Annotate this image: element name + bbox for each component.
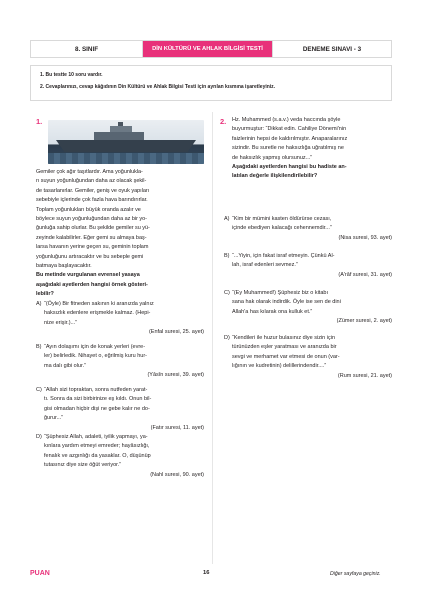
next-page-note: Diğer sayfaya geçiniz. bbox=[330, 571, 381, 577]
question-2-option-b[interactable]: B) “...Yiyin, için fakat israf etmeyin. Çünkü Al- lah, israf edenleri sevmez.” (A'râf suresi, 31. ayet) bbox=[224, 253, 392, 278]
column-divider bbox=[212, 112, 213, 564]
instruction-2: 2. Cevaplarınızı, cevap kâğıdının Din Kültürü ve Ahlak Bilgisi Testi için ayrılan kısmına işaretleyiniz. bbox=[40, 84, 276, 90]
question-2-option-d[interactable]: D) “Kendileri ile huzur bulasınız diye sizin için türünüzden eşler yaratması ve aranızda bir sevgi ve merhamet var etmesi de onun (var- lığının ve kudretinin) delillerindendir....” (Rum suresi, 21. ayet) bbox=[224, 335, 392, 379]
question-2-block: Hz. Muhammed (s.a.v.) veda haccında şöyle buyurmuştur: “Dikkat edin. Cahiliye Dönemi'nin faizlerinin hepsi de kaldırılmıştır. Anaparalarınız sizindir. Bu suretle ne haksızlığa uğratılmış ne de haksızlık yapmış olursunuz...” Aşağıdaki ayetlerden hangisi bu hadiste an- latılan değerle ilişkilendirilebilir? bbox=[224, 116, 392, 182]
instruction-1: 1. Bu testte 10 soru vardır. bbox=[40, 72, 103, 78]
question-1-option-b[interactable]: B) “Ayın dolaşımı için de konak yerleri (evre- ler) belirledik. Nihayet o, eğrilmiş kuru hur- ma dalı gibi olur.” (Yâsîn suresi, 39. ayet) bbox=[36, 344, 204, 379]
question-1-paragraph: Gemiler çok ağır taşıtlardır. Ama yoğunlukla- rı suyun yoğunluğundan daha az olacak şekil- de tasarlanırlar. Gemiler, geniş ve oyuk yapıları sebebiyle içlerinde çok fazla hava barındırırlar. Toplam yoğunlukları büyük oranda azalır ve böylece suyun yoğunluğundan daha az bir yo- ğunluğa sahip olurlar. Bu şekilde gemiler su yü- zeyinde kalabilirler. Eğer gemi su almaya baş- larsa havanın yerine geçen su, geminin toplam yoğunluğunu artıracaktır ve bu sebeple gemi batmaya başlayacaktır. Bu metinde vurgulanan evrensel yasaya aşağıdaki ayetlerden hangisi örnek gösteri- lebilir? bbox=[36, 168, 204, 300]
question-2-option-c[interactable]: C) “(Ey Muhammed!) Şüphesiz biz o kitabı sana hak olarak indirdik. Öyle ise sen de dini Allah'a has kılarak ona kulluk et.” (Zümer suresi, 2. ayet) bbox=[224, 290, 392, 325]
question-2-stem: Aşağıdaki ayetlerden hangisi bu hadiste an- bbox=[232, 164, 347, 171]
question-1-number: 1. bbox=[36, 117, 43, 126]
brand-logo: PUAN bbox=[30, 570, 50, 577]
question-1-option-a[interactable]: A) “(Öyle) Bir fitneden sakının ki aranızda yalnız haksızlık edenlere erişmekle kalmaz. (Hepi- nize erişir.)...” (Enfal suresi, 25. ayet) bbox=[36, 301, 204, 336]
question-1-option-c[interactable]: C) “Allah sizi topraktan, sonra nutfeden yarat- tı. Sonra da sizi birbirinize eş kıldı. Onun bil- gisi olmadan hiçbir dişi ne gebe kalır ne do- ğurur...” (Fatır suresi, 11. ayet) bbox=[36, 387, 204, 431]
page-number: 16 bbox=[203, 570, 210, 576]
question-2-number: 2. bbox=[220, 117, 227, 126]
ship-image bbox=[48, 120, 204, 164]
grade-label: 8. SINIF bbox=[31, 41, 143, 57]
header-row bbox=[30, 40, 392, 58]
subject-title: DİN KÜLTÜRÜ VE AHLAK BİLGİSİ TESTİ bbox=[143, 41, 272, 57]
question-2-option-a[interactable]: A) “Kim bir mümini kasten öldürürse cezası, içinde ebediyen kalacağı cehennemdir...” (Nisa suresi, 93. ayet) bbox=[224, 216, 392, 241]
instructions-box bbox=[30, 65, 392, 101]
exam-label: DENEME SINAVI - 3 bbox=[272, 41, 391, 57]
question-1-option-d[interactable]: D) “Şüphesiz Allah, adaleti, iyilik yapmayı, ya- kınlara yardım etmeyi emreder; hayâsızlığı, fenalık ve azgınlığı da yasaklar. O, düşünüp tutasınız diye size öğüt veriyor.” (Nahl suresi, 90. ayet) bbox=[36, 434, 204, 478]
question-1-stem: Bu metinde vurgulanan evrensel yasaya bbox=[36, 272, 140, 279]
